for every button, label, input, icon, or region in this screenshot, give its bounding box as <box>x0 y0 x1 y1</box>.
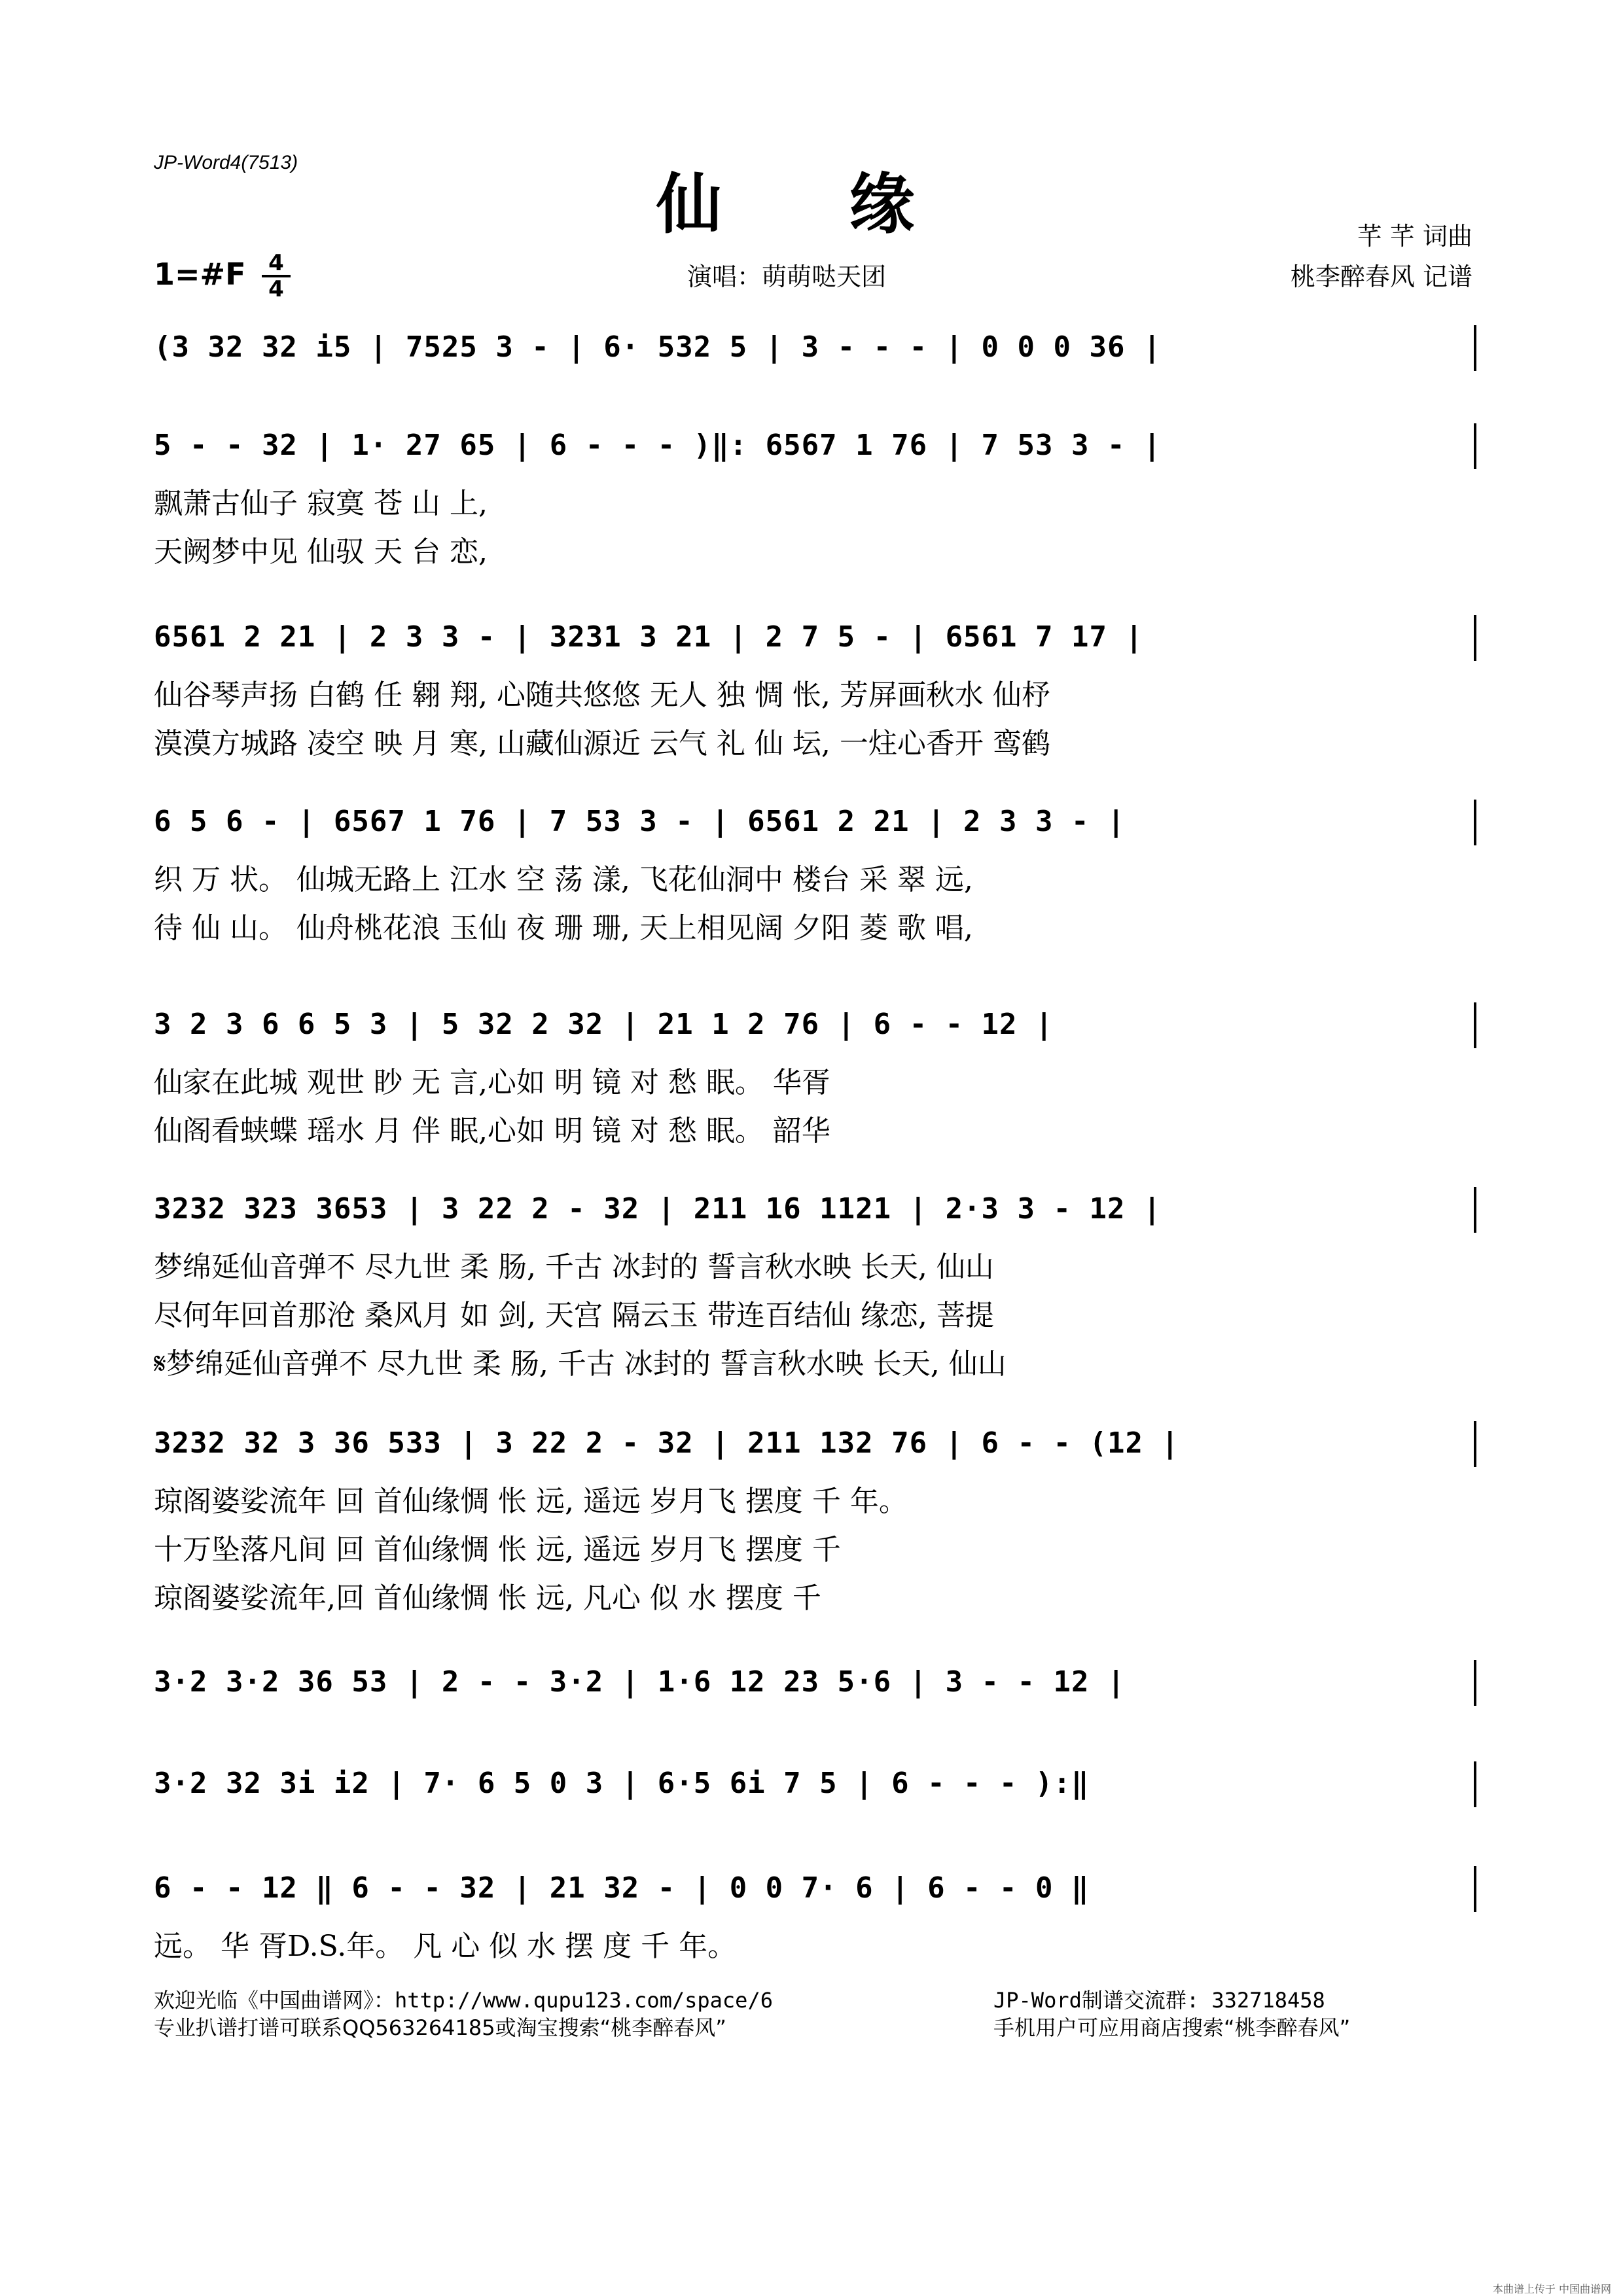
lyric-line: 天阙梦中见 仙驭 天 台 恋, <box>154 535 488 569</box>
lyric-line: 𝄋梦绵延仙音弹不 尽九世 柔 肠, 千古 冰封的 誓言秋水映 长天, 仙山 <box>154 1347 1007 1381</box>
system-end-barline <box>1474 1660 1476 1706</box>
transcriber-credit: 桃李醉春风 记谱 <box>1290 262 1472 291</box>
key-signature: 1=#F <box>154 256 246 292</box>
lyric-line: 尽何年回首那沧 桑风月 如 剑, 天宫 隔云玉 带连百结仙 缘恋, 菩提 <box>154 1299 994 1332</box>
notation-row: 3·2 3·2 36 53 | 2 - - 3·2 | 1·6 12 23 5·6 | 3 - - 12 | <box>154 1665 1126 1699</box>
lyric-line: 仙谷琴声扬 白鹤 任 翱 翔, 心随共悠悠 无人 独 惆 怅, 芳屏画秋水 仙杼 <box>154 679 1050 712</box>
footer-website: 欢迎光临《中国曲谱网》：http://www.qupu123.com/space/6 <box>154 1988 773 2013</box>
lyric-line: 远。 华 胥D.S.年。 凡 心 似 水 摆 度 千 年。 <box>154 1930 737 1963</box>
lyricist-credit: 芊 芊 词曲 <box>1357 222 1472 251</box>
notation-row: 6561 2 21 | 2 3 3 - | 3231 3 21 | 2 7 5 - | 6561 7 17 | <box>154 620 1143 654</box>
notation-row: 3232 323 3653 | 3 22 2 - 32 | 211 16 1121 | 2·3 3 - 12 | <box>154 1192 1162 1226</box>
corner-watermark: 本曲谱上传于 中国曲谱网 <box>1492 2283 1611 2295</box>
notation-row: 5 - - 32 | 1· 27 65 | 6 - - - )‖: 6567 1 76 | 7 53 3 - | <box>154 429 1162 462</box>
notation-row: 3·2 32 3i i2 | 7· 6 5 0 3 | 6·5 6i 7 5 | 6 - - - ):‖ <box>154 1767 1090 1800</box>
system-end-barline <box>1474 1421 1476 1467</box>
page-title: 仙 缘 <box>656 166 967 243</box>
notation-row: (3 32 32 i5 | 7525 3 - | 6· 532 5 | 3 - - - | 0 0 0 36 | <box>154 330 1162 364</box>
lyric-line: 织 万 状。 仙城无路上 江水 空 荡 漾, 飞花仙洞中 楼台 采 翠 远, <box>154 863 973 896</box>
footer-group: JP-Word制谱交流群: 332718458 <box>993 1988 1325 2013</box>
meter-top: 4 <box>268 250 284 276</box>
footer-app: 手机用户可应用商店搜索“桃李醉春风” <box>993 2015 1351 2040</box>
lyric-line: 仙家在此城 观世 眇 无 言,心如 明 镜 对 愁 眠。 华胥 <box>154 1066 830 1099</box>
system-end-barline <box>1474 1002 1476 1048</box>
notation-row: 3 2 3 6 6 5 3 | 5 32 2 32 | 21 1 2 76 | 6 - - 12 | <box>154 1008 1054 1041</box>
singer-credit: 演唱：萌萌哒天团 <box>687 262 887 291</box>
lyric-line: 漠漠方城路 凌空 映 月 寒, 山藏仙源近 云气 礼 仙 坛, 一炷心香开 鸾鹤 <box>154 727 1050 760</box>
notation-row: 6 - - 12 ‖ 6 - - 32 | 21 32 - | 0 0 7· 6 | 6 - - 0 ‖ <box>154 1871 1090 1905</box>
time-signature <box>262 251 291 301</box>
system-end-barline <box>1474 1761 1476 1807</box>
system-end-barline <box>1474 325 1476 371</box>
lyric-line: 琼阁婆娑流年,回 首仙缘惆 怅 远, 凡心 似 水 摆度 千 <box>154 1581 821 1615</box>
system-end-barline <box>1474 423 1476 469</box>
system-end-barline <box>1474 1187 1476 1233</box>
lyric-line: 仙阁看蛱蝶 瑶水 月 伴 眠,心如 明 镜 对 愁 眠。 韶华 <box>154 1114 830 1148</box>
system-end-barline <box>1474 615 1476 661</box>
meter-bottom: 4 <box>268 276 284 302</box>
lyric-line: 梦绵延仙音弹不 尽九世 柔 肠, 千古 冰封的 誓言秋水映 长天, 仙山 <box>154 1250 994 1284</box>
footer-contact: 专业扒谱打谱可联系QQ563264185或淘宝搜索“桃李醉春风” <box>154 2015 726 2040</box>
source-label: JP-Word4(7513) <box>154 152 298 173</box>
system-end-barline <box>1474 1866 1476 1912</box>
lyric-line: 十万坠落凡间 回 首仙缘惆 怅 远, 遥远 岁月飞 摆度 千 <box>154 1533 841 1566</box>
lyric-line: 待 仙 山。 仙舟桃花浪 玉仙 夜 珊 珊, 天上相见阔 夕阳 菱 歌 唱, <box>154 911 973 945</box>
lyric-line: 琼阁婆娑流年 回 首仙缘惆 怅 远, 遥远 岁月飞 摆度 千 年。 <box>154 1485 908 1518</box>
system-end-barline <box>1474 800 1476 845</box>
notation-row: 6 5 6 - | 6567 1 76 | 7 53 3 - | 6561 2 21 | 2 3 3 - | <box>154 805 1126 838</box>
notation-row: 3232 32 3 36 533 | 3 22 2 - 32 | 211 132 76 | 6 - - (12 | <box>154 1426 1179 1460</box>
lyric-line: 飘萧古仙子 寂寞 苍 山 上, <box>154 487 488 520</box>
